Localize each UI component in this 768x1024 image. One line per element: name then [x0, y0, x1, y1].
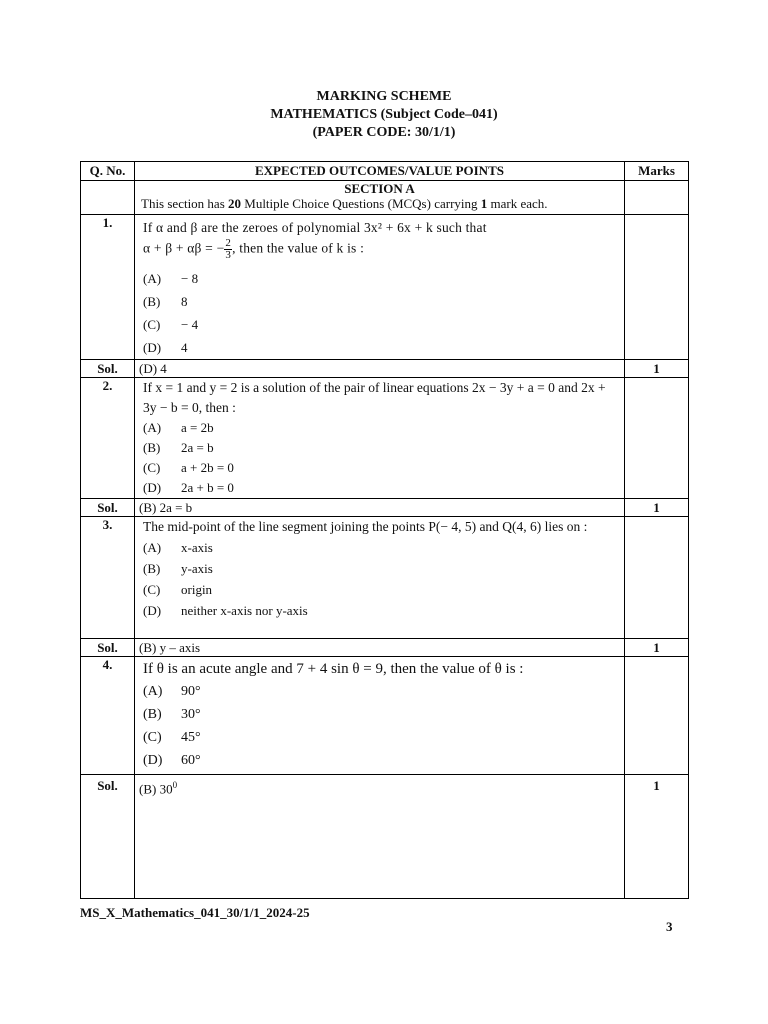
header-subject: MATHEMATICS (Subject Code–041)	[270, 107, 498, 122]
question-text: If x = 1 and y = 2 is a solution of the pair of linear equations 2x − 3y + a = 0 and 2x + 3y − b = 0, then :	[143, 380, 606, 415]
option-c: (C) a + 2b = 0	[143, 460, 234, 475]
section-cell	[135, 181, 625, 215]
footer-doc-code: MS_X_Mathematics_041_30/1/1_2024-25	[80, 905, 310, 920]
question-text: If θ is an acute angle and 7 + 4 sin θ = 9, then the value of θ is :	[143, 661, 524, 677]
question-number: 2.	[81, 378, 135, 499]
solution-row	[81, 360, 689, 378]
solution-marks: 1	[625, 775, 689, 899]
question-cell	[135, 215, 625, 360]
option-c: (C) 45°	[143, 730, 201, 745]
question-row	[81, 378, 689, 499]
solution-answer: (D) 4	[135, 360, 625, 378]
question-row	[81, 517, 689, 639]
solution-marks: 1	[625, 499, 689, 517]
option-b: (B) 2a = b	[143, 440, 214, 455]
section-row	[81, 181, 689, 215]
solution-label: Sol.	[81, 499, 135, 517]
question-row	[81, 215, 689, 360]
question-number: 1.	[81, 215, 135, 360]
solution-marks: 1	[625, 360, 689, 378]
question-cell	[135, 517, 625, 639]
option-d: (D) 4	[143, 340, 188, 355]
option-b: (B) 8	[143, 294, 188, 309]
solution-marks: 1	[625, 639, 689, 657]
question-number: 3.	[81, 517, 135, 639]
option-a: (A) a = 2b	[143, 420, 214, 435]
fraction: $\frac{2}{3}$	[225, 237, 232, 261]
solution-label: Sol.	[81, 360, 135, 378]
question-text: If α and β are the zeroes of polynomial 3x² + 6x + k such that α + β + αβ = − $\frac{2}{3}$ , then the value of k is :	[143, 220, 487, 261]
table-header-row	[81, 162, 689, 181]
solution-label: Sol.	[81, 775, 135, 899]
page-number: 3	[666, 919, 673, 934]
solution-answer: (B) 2a = b	[135, 499, 625, 517]
option-a: (A) − 8	[143, 271, 199, 286]
question-cell	[135, 378, 625, 499]
col-header-qno: Q. No.	[81, 162, 135, 181]
option-d: (D) 2a + b = 0	[143, 480, 234, 495]
section-title: SECTION A	[344, 181, 415, 196]
question-cell	[135, 657, 625, 775]
question-row	[81, 657, 689, 775]
header-paper-code: (PAPER CODE: 30/1/1)	[312, 125, 456, 140]
solution-label: Sol.	[81, 639, 135, 657]
section-description: This section has 20 Multiple Choice Questions (MCQs) carrying 1 mark each.	[141, 196, 548, 211]
option-b: (B) 30°	[143, 707, 201, 722]
option-a: (A) x-axis	[143, 540, 213, 555]
marking-scheme-table	[80, 161, 689, 899]
question-text: The mid-point of the line segment joining the points P(− 4, 5) and Q(4, 6) lies on :	[143, 519, 588, 534]
document-header	[0, 88, 768, 142]
option-d: (D) 60°	[143, 753, 201, 768]
solution-row	[81, 639, 689, 657]
col-header-outcomes: EXPECTED OUTCOMES/VALUE POINTS	[135, 162, 625, 181]
option-d: (D) neither x-axis nor y-axis	[143, 603, 308, 618]
solution-row	[81, 499, 689, 517]
header-title: MARKING SCHEME	[316, 89, 452, 104]
option-a: (A) 90°	[143, 684, 201, 699]
option-b: (B) y-axis	[143, 561, 213, 576]
option-c: (C) − 4	[143, 317, 199, 332]
solution-row	[81, 775, 689, 899]
solution-answer: (B) $30^0$	[135, 775, 625, 899]
question-number: 4.	[81, 657, 135, 775]
col-header-marks: Marks	[625, 162, 689, 181]
option-c: (C) origin	[143, 582, 213, 597]
solution-answer: (B) y – axis	[135, 639, 625, 657]
